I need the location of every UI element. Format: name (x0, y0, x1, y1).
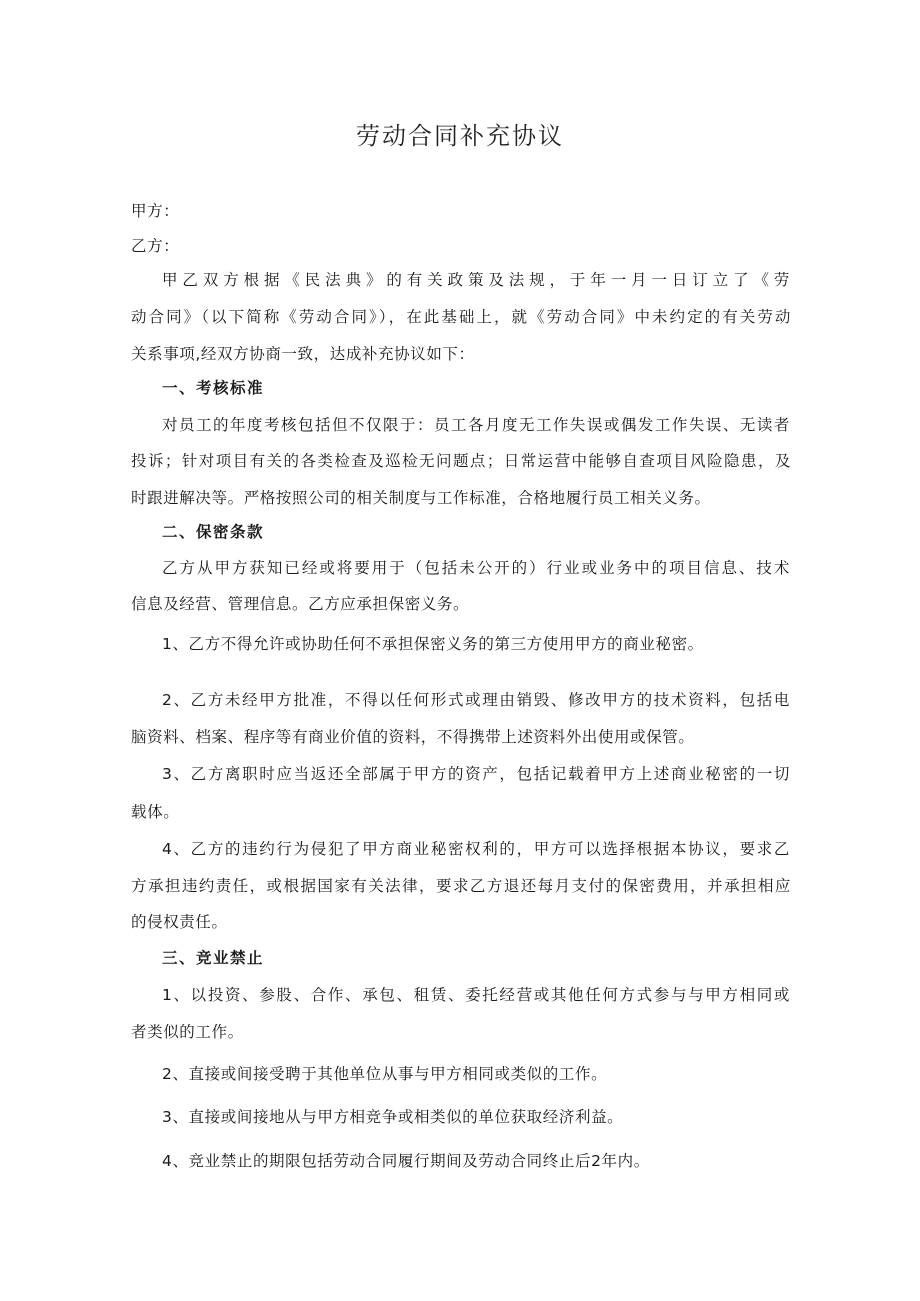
party-a-label: 甲方： (131, 202, 180, 220)
section3-item1-line-2: 者类似的工作。 (131, 1023, 244, 1041)
section2-item2-line-2: 脑资料、档案、程序等有商业价值的资料，不得携带上述资料外出使用或保管。 (131, 728, 695, 746)
section3-item3: 3、直接或间接地从与甲方相竞争或相类似的单位获取经济利益。 (162, 1108, 624, 1126)
section1-heading: 一、考核标准 (162, 379, 265, 397)
section3-item4: 4、竞业禁止的期限包括劳动合同履行期间及劳动合同终止后2年内。 (162, 1152, 650, 1170)
section3-heading: 三、竞业禁止 (162, 949, 265, 967)
document-title: 劳动合同补充协议 (356, 122, 564, 150)
section2-item4-line-2: 方承担违约责任，或根据国家有关法律，要求乙方退还每月支付的保密费用，并承担相应 (131, 877, 791, 895)
section3-item2: 2、直接或间接受聘于其他单位从事与甲方相同或类似的工作。 (162, 1065, 608, 1083)
intro-line-2: 动合同》（以下简称《劳动合同》），在此基础上，就《劳动合同》中未约定的有关劳动 (131, 308, 791, 326)
section1-line-1: 对员工的年度考核包括但不仅限于：员工各月度无工作失误或偶发工作失误、无读者 (162, 416, 790, 434)
intro-line-1: 甲乙双方根据《民法典》的有关政策及法规，于年一月一日订立了《劳 (162, 271, 790, 289)
section2-heading: 二、保密条款 (162, 523, 265, 541)
section1-line-2: 投诉；针对项目有关的各类检查及巡检无问题点；日常运营中能够自查项目风险隐患，及 (131, 452, 791, 470)
party-b-label: 乙方： (131, 237, 180, 255)
section2-intro-line-2: 信息及经营、管理信息。乙方应承担保密义务。 (131, 595, 470, 613)
section2-item1: 1、乙方不得允许或协助任何不承担保密义务的第三方使用甲方的商业秘密。 (162, 635, 704, 653)
section2-item3-line-1: 3、乙方离职时应当返还全部属于甲方的资产，包括记载着甲方上述商业秘密的一切 (162, 765, 790, 783)
section2-item4-line-3: 的侵权责任。 (131, 913, 228, 931)
section2-item2-line-1: 2、乙方未经甲方批准，不得以任何形式或理由销毁、修改甲方的技术资料，包括电 (162, 691, 790, 709)
section2-intro-line-1: 乙方从甲方获知已经或将要用于（包括未公开的）行业或业务中的项目信息、技术 (162, 559, 790, 577)
section3-item1-line-1: 1、以投资、参股、合作、承包、租赁、委托经营或其他任何方式参与与甲方相同或 (162, 986, 790, 1004)
section2-item4-line-1: 4、乙方的违约行为侵犯了甲方商业秘密权利的，甲方可以选择根据本协议，要求乙 (162, 840, 790, 858)
section1-line-3: 时跟进解决等。严格按照公司的相关制度与工作标准，合格地履行员工相关义务。 (131, 489, 711, 507)
intro-line-3: 关系事项,经双方协商一致，达成补充协议如下： (131, 345, 475, 363)
section2-item3-line-2: 载体。 (131, 803, 180, 821)
